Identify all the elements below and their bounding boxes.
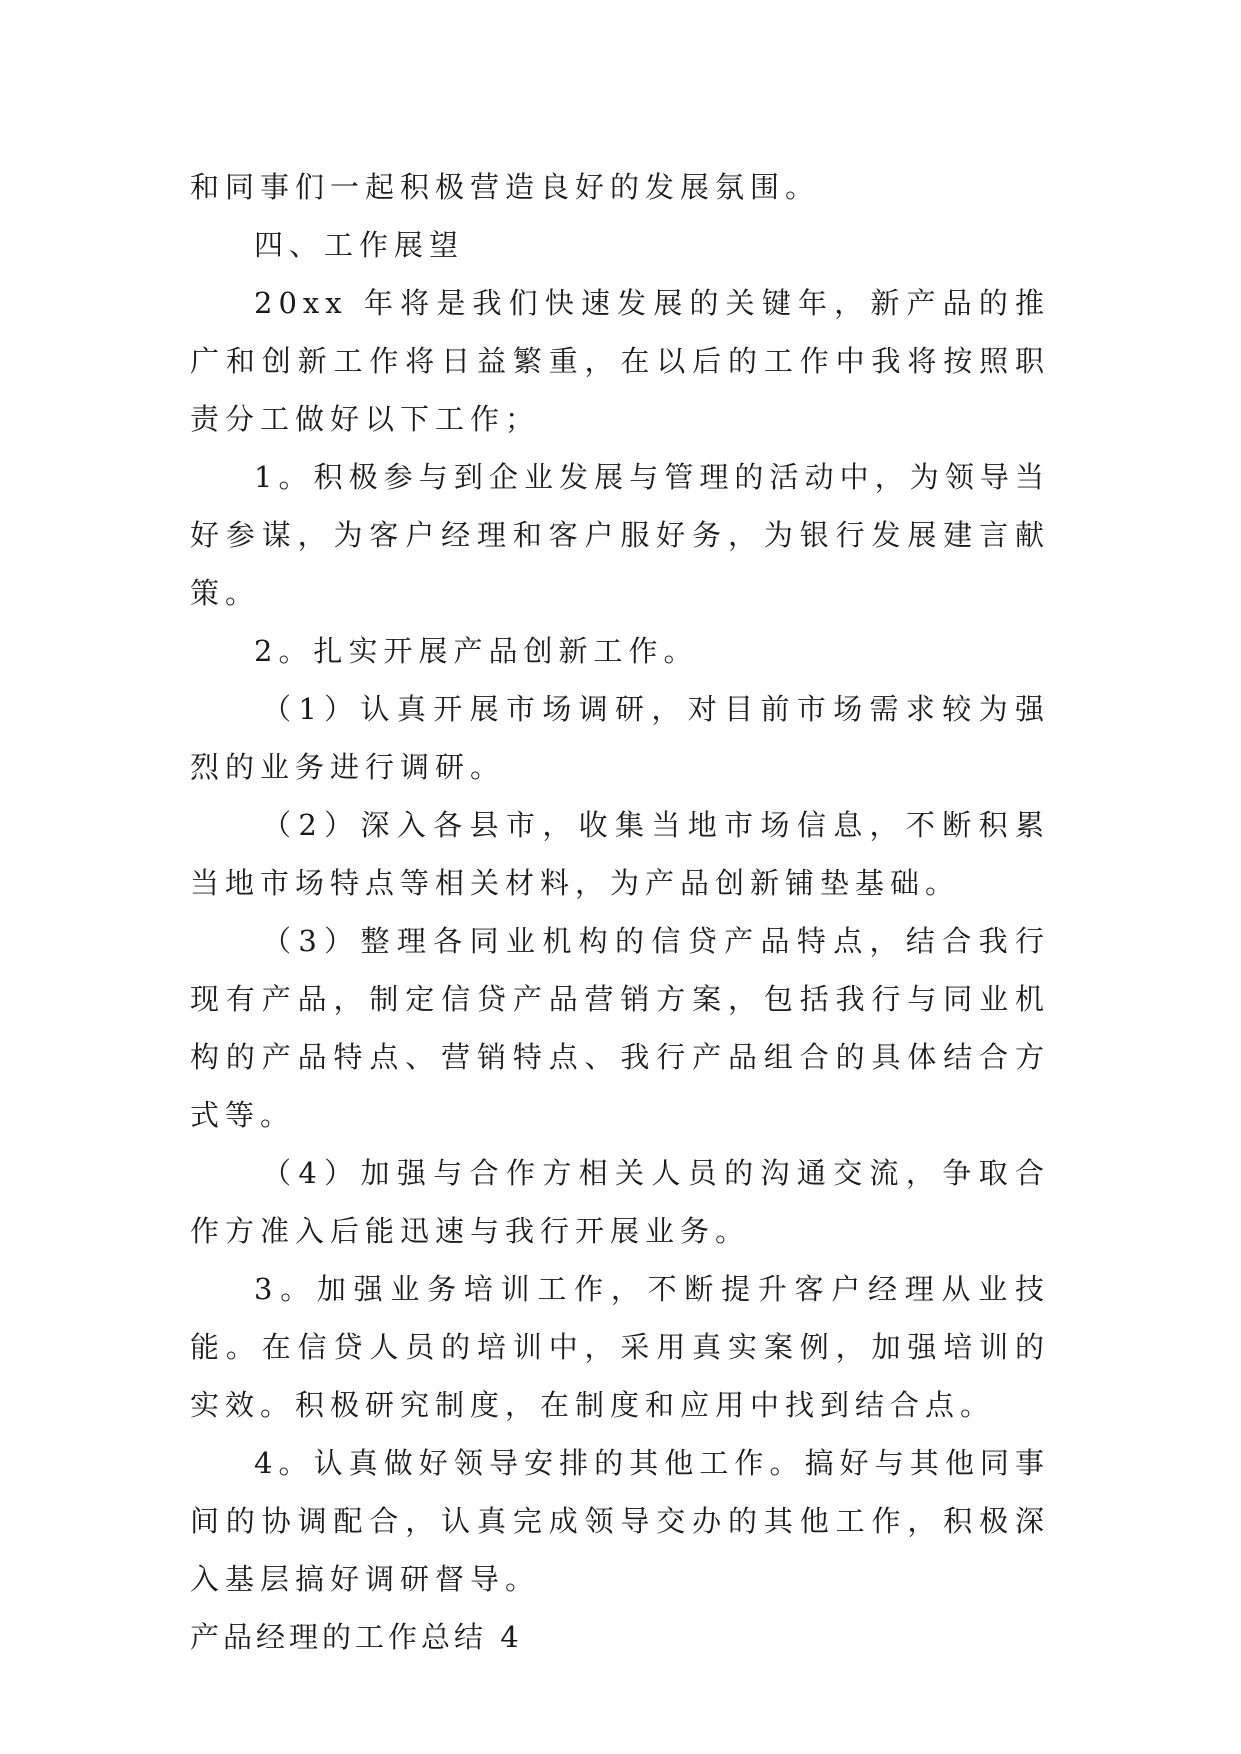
paragraph-outlook-intro: 20xx 年将是我们快速发展的关键年，新产品的推广和创新工作将日益繁重，在以后的工作中我将按照职责分工做好以下工作； [190,286,1050,436]
paragraph-item-4: 4。认真做好领导安排的其他工作。搞好与其他同事间的协调配合，认真完成领导交办的其他工作，积极深入基层搞好调研督导。 [190,1446,1050,1596]
paragraph-subitem-4: （4）加强与合作方相关人员的沟通交流，争取合作方准入后能迅速与我行开展业务。 [190,1156,1050,1248]
document-body [190,158,1050,1666]
paragraph-subitem-2: （2）深入各县市，收集当地市场信息，不断积累当地市场特点等相关材料，为产品创新铺垫基础。 [190,808,1050,900]
paragraph-subitem-1: （1）认真开展市场调研，对目前市场需求较为强烈的业务进行调研。 [190,692,1050,784]
paragraph-continuation: 和同事们一起积极营造良好的发展氛围。 [190,170,821,204]
paragraph-item-2: 2。扎实开展产品创新工作。 [254,634,699,668]
next-section-title: 产品经理的工作总结 4 [190,1620,523,1654]
paragraph-item-1: 1。积极参与到企业发展与管理的活动中，为领导当好参谋，为客户经理和客户服好务，为银行发展建言献策。 [190,460,1050,610]
section-heading-work-outlook: 四、工作展望 [254,228,465,262]
paragraph-item-3: 3。加强业务培训工作，不断提升客户经理从业技能。在信贷人员的培训中，采用真实案例，加强培训的实效。积极研究制度，在制度和应用中找到结合点。 [190,1272,1050,1422]
paragraph-subitem-3: （3）整理各同业机构的信贷产品特点，结合我行现有产品，制定信贷产品营销方案，包括我行与同业机构的产品特点、营销特点、我行产品组合的具体结合方式等。 [190,924,1050,1132]
